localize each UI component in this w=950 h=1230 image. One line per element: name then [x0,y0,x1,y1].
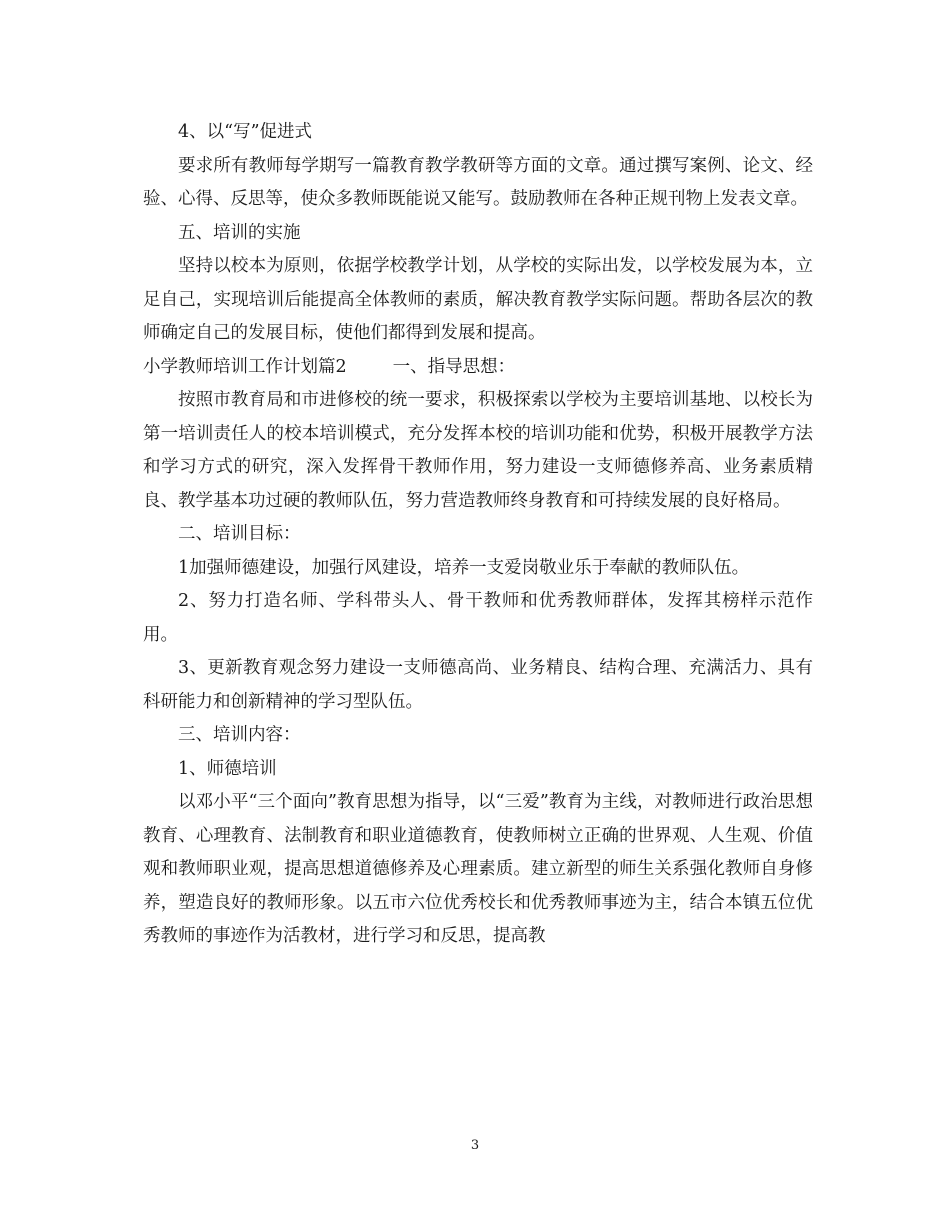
section-heading-line [143,351,813,385]
paragraph: 3、更新教育观念努力建设一支师德高尚、业务精良、结构合理、充满活力、具有科研能力和创新精神的学习型队伍。 [143,658,813,712]
paragraph: 4、以“写”促进式 [178,122,313,142]
section-title: 小学教师培训工作计划篇2 [143,356,347,377]
section-first-heading: 一、指导思想： [392,356,516,377]
paragraph: 二、培训目标： [178,524,301,544]
paragraph: 2、努力打造名师、学科带头人、骨干教师和优秀教师群体，发挥其榜样示范作用。 [143,591,813,645]
paragraph: 以邓小平“三个面向”教育思想为指导，以“三爱”教育为主线，对教师进行政治思想教育、心理教育、法制教育和职业道德教育，使教师树立正确的世界观、人生观、价值观和教师职业观，提高思想道德修养及心理素质。建立新型的师生关系强化教师自身修养，塑造良好的教师形象。以五市六位优秀校长和优秀教师事迹为主，结合本镇五位优秀教师的事迹作为活教材，进行学习和反思，提高教 [143,792,813,946]
paragraph: 按照市教育局和市进修校的统一要求，积极探索以学校为主要培训基地、以校长为第一培训责任人的校本培训模式，充分发挥本校的培训功能和优势，积极开展教学方法和学习方式的研究，深入发挥骨干教师作用，努力建设一支师德修养高、业务素质精良、教学基本功过硬的教师队伍，努力营造教师终身教育和可持续发展的良好格局。 [143,390,813,511]
paragraph: 要求所有教师每学期写一篇教育教学教研等方面的文章。通过撰写案例、论文、经验、心得、反思等，使众多教师既能说又能写。鼓励教师在各种正规刊物上发表文章。 [143,155,813,209]
page-number: 3 [470,1138,480,1153]
paragraph: 三、培训内容： [178,725,301,745]
paragraph: 1、师德培训 [178,758,277,779]
document-body [143,116,813,954]
paragraph: 1加强师德建设，加强行风建设，培养一支爱岗敬业乐于奉献的教师队伍。 [178,557,750,578]
paragraph: 五、培训的实施 [178,222,301,243]
paragraph: 坚持以校本为原则，依据学校教学计划，从学校的实际出发，以学校发展为本，立足自己，实现培训后能提高全体教师的素质，解决教育教学实际问题。帮助各层次的教师确定自己的发展目标，使他们都得到发展和提高。 [143,256,813,343]
